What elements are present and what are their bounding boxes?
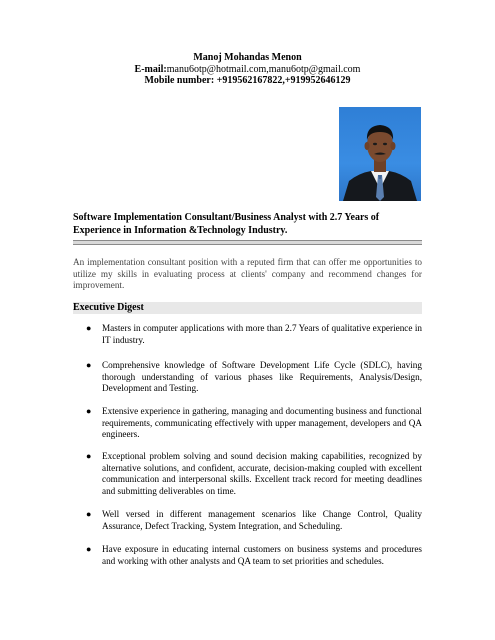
professional-headline: Software Implementation Consultant/Business Analyst with 2.7 Years of Experience in Information &Technology Industry. <box>73 212 380 236</box>
bullet-icon: ● <box>86 360 92 370</box>
email-label: E-mail: <box>134 63 167 75</box>
list-item-text: Well versed in different management scenarios like Change Control, Quality Assurance, Defect Tracking, System Integration, and Scheduling. <box>102 509 422 531</box>
list-item <box>73 509 422 532</box>
mobile-line <box>0 75 495 87</box>
portrait-illustration <box>339 107 421 201</box>
list-item <box>73 360 422 395</box>
bullet-icon: ● <box>86 323 92 333</box>
profile-photo <box>339 107 421 201</box>
bullet-icon: ● <box>86 544 92 554</box>
list-item-text: Have exposure in educating internal customers on business systems and procedures and working with other analysts and QA team to set priorities and schedules. <box>102 544 422 566</box>
candidate-name: Manoj Mohandas Menon <box>193 52 302 63</box>
career-objective: An implementation consultant position with a reputed firm that can offer me opportunities to utilize my skills in evaluating process at clients' company and recommend changes for improvement. <box>73 257 422 291</box>
mobile-label: Mobile number: <box>144 75 215 86</box>
contact-header <box>0 52 495 87</box>
bullet-icon: ● <box>86 451 92 461</box>
bullet-icon: ● <box>86 509 92 519</box>
list-item <box>73 323 422 346</box>
list-item-text: Comprehensive knowledge of Software Development Life Cycle (SDLC), having thorough understanding of various phases like Requirements, Analysis/Design, Development and Testing. <box>102 360 422 394</box>
mobile-value: +919562167822,+919952646129 <box>216 75 351 86</box>
list-item <box>73 451 422 497</box>
list-item-text: Extensive experience in gathering, managing and documenting business and functional requirements, communicating effectively with upper management, developers and QA engineers. <box>102 406 422 440</box>
section-title-executive-digest: Executive Digest <box>73 302 144 313</box>
list-item-text: Exceptional problem solving and sound decision making capabilities, recognized by alternative solutions, and confident, accurate, decision-making coupled with excellent communication and interpersonal skills. Excellent track record for meeting deadlines and submitting deliverables on time. <box>102 451 422 496</box>
email-line <box>0 64 495 76</box>
list-item <box>73 406 422 441</box>
list-item-text: Masters in computer applications with more than 2.7 Years of qualitative experience in IT industry. <box>102 323 422 345</box>
bullet-icon: ● <box>86 406 92 416</box>
list-item <box>73 544 422 567</box>
headline-divider <box>73 240 422 245</box>
email-value[interactable]: manu6otp@hotmail.com,manu6otp@gmail.com <box>166 63 361 75</box>
